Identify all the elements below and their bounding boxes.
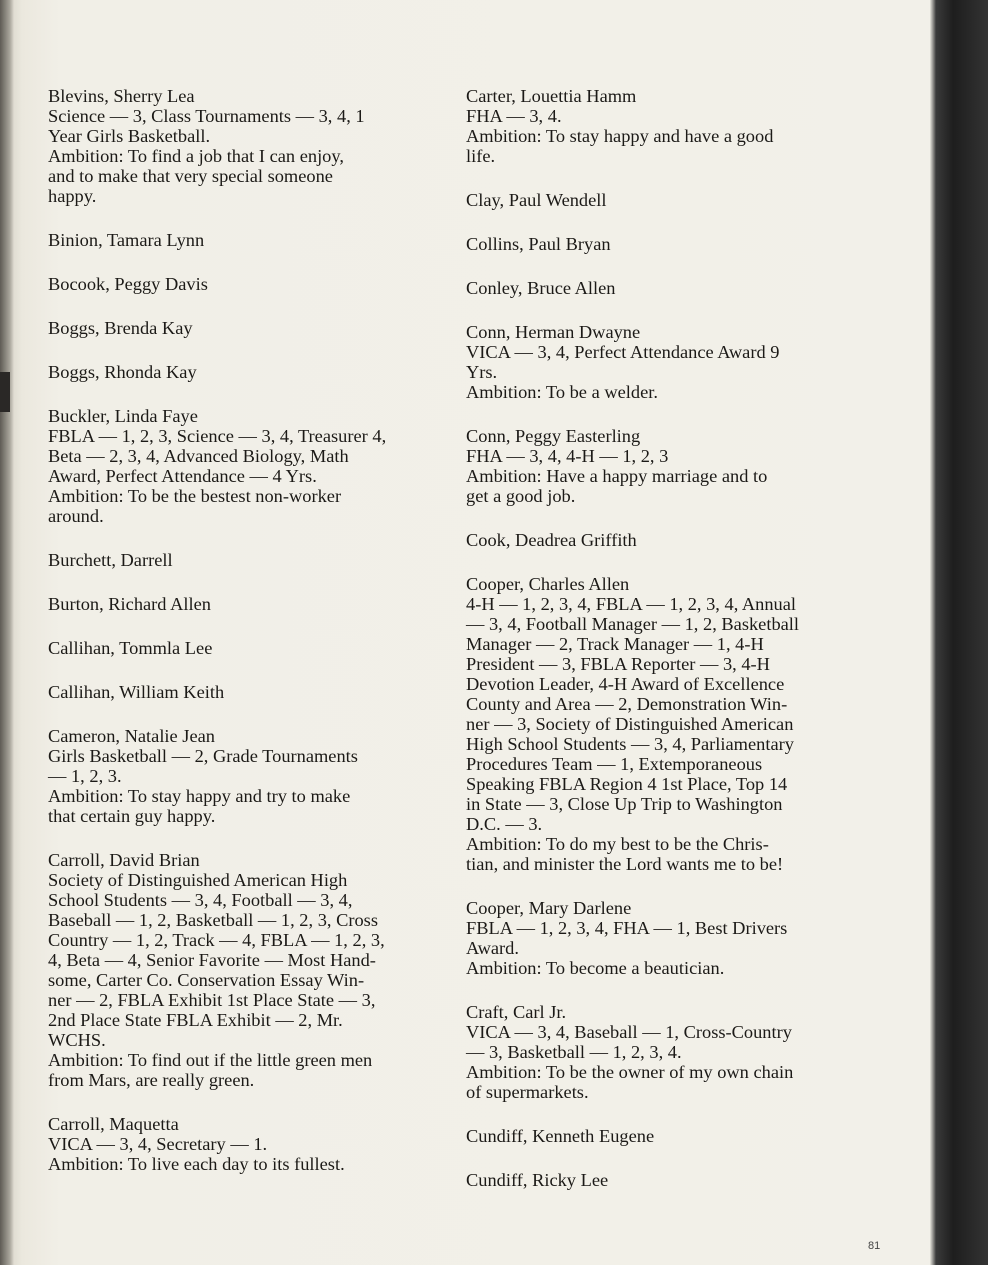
entry-line: Manager — 2, Track Manager — 1, 4-H — [466, 634, 764, 654]
entry-line: Ambition: To find a job that I can enjoy, — [48, 146, 344, 166]
right-column — [466, 86, 846, 1214]
senior-entry — [48, 550, 428, 570]
senior-name: Burchett, Darrell — [48, 550, 173, 570]
senior-entry — [466, 86, 846, 166]
entry-line: VICA — 3, 4, Secretary — 1. — [48, 1134, 268, 1154]
senior-entry — [466, 1170, 846, 1190]
entry-line: VICA — 3, 4, Baseball — 1, Cross-Country — [466, 1022, 792, 1042]
senior-name: Conley, Bruce Allen — [466, 278, 616, 298]
entry-line: Ambition: To find out if the little green men — [48, 1050, 373, 1070]
entry-line: 4, Beta — 4, Senior Favorite — Most Hand- — [48, 950, 376, 970]
senior-name: Boggs, Rhonda Kay — [48, 362, 197, 382]
entry-line: — 3, Basketball — 1, 2, 3, 4. — [466, 1042, 682, 1062]
senior-name: Collins, Paul Bryan — [466, 234, 611, 254]
senior-entry — [48, 594, 428, 614]
entry-line: Beta — 2, 3, 4, Advanced Biology, Math — [48, 446, 349, 466]
entry-line: 4-H — 1, 2, 3, 4, FBLA — 1, 2, 3, 4, Annual — [466, 594, 797, 614]
entry-line: Baseball — 1, 2, Basketball — 1, 2, 3, Cross — [48, 910, 378, 930]
entry-line: Year Girls Basketball. — [48, 126, 211, 146]
entry-line: High School Students — 3, 4, Parliamentary — [466, 734, 794, 754]
senior-name: Carter, Louettia Hamm — [466, 86, 637, 106]
entry-line: that certain guy happy. — [48, 806, 216, 826]
entry-line: Ambition: To stay happy and try to make — [48, 786, 351, 806]
entry-line: President — 3, FBLA Reporter — 3, 4-H — [466, 654, 770, 674]
senior-name: Blevins, Sherry Lea — [48, 86, 195, 106]
left-column — [48, 86, 428, 1198]
entry-line: FHA — 3, 4. — [466, 106, 562, 126]
senior-name: Conn, Peggy Easterling — [466, 426, 641, 446]
senior-name: Buckler, Linda Faye — [48, 406, 198, 426]
senior-name: Carroll, Maquetta — [48, 1114, 179, 1134]
entry-line: FHA — 3, 4, 4-H — 1, 2, 3 — [466, 446, 669, 466]
entry-line: School Students — 3, 4, Football — 3, 4, — [48, 890, 353, 910]
senior-entry — [48, 638, 428, 658]
entry-line: D.C. — 3. — [466, 814, 543, 834]
book-spine — [0, 0, 14, 1265]
senior-entry — [48, 406, 428, 526]
entry-line: tian, and minister the Lord wants me to be! — [466, 854, 784, 874]
spine-mark — [0, 372, 10, 412]
senior-name: Clay, Paul Wendell — [466, 190, 607, 210]
entry-line: and to make that very special someone — [48, 166, 333, 186]
senior-entry — [48, 682, 428, 702]
entry-line: Girls Basketball — 2, Grade Tournaments — [48, 746, 358, 766]
senior-name: Cameron, Natalie Jean — [48, 726, 215, 746]
page-edge-shadow — [930, 0, 988, 1265]
entry-line: Ambition: To become a beautician. — [466, 958, 725, 978]
entry-line: Society of Distinguished American High — [48, 870, 348, 890]
senior-name: Cook, Deadrea Griffith — [466, 530, 637, 550]
entry-line: Ambition: To be the bestest non-worker — [48, 486, 342, 506]
senior-entry — [466, 426, 846, 506]
entry-line: Award, Perfect Attendance — 4 Yrs. — [48, 466, 317, 486]
page-number: 81 — [868, 1240, 881, 1252]
senior-entry — [48, 230, 428, 250]
entry-line: Ambition: To be a welder. — [466, 382, 658, 402]
senior-entry — [466, 574, 846, 874]
entry-line: Yrs. — [466, 362, 498, 382]
entry-line: in State — 3, Close Up Trip to Washington — [466, 794, 783, 814]
entry-line: ner — 3, Society of Distinguished American — [466, 714, 794, 734]
entry-line: Science — 3, Class Tournaments — 3, 4, 1 — [48, 106, 365, 126]
entry-line: Ambition: To stay happy and have a good — [466, 126, 774, 146]
entry-line: Ambition: To be the owner of my own chain — [466, 1062, 794, 1082]
senior-name: Cundiff, Kenneth Eugene — [466, 1126, 655, 1146]
senior-entry — [48, 318, 428, 338]
senior-entry — [48, 362, 428, 382]
senior-name: Burton, Richard Allen — [48, 594, 211, 614]
senior-entry — [466, 1126, 846, 1146]
entry-line: FBLA — 1, 2, 3, 4, FHA — 1, Best Drivers — [466, 918, 788, 938]
entry-line: from Mars, are really green. — [48, 1070, 255, 1090]
senior-entry — [466, 322, 846, 402]
entry-line: Devotion Leader, 4-H Award of Excellence — [466, 674, 785, 694]
senior-name: Carroll, David Brian — [48, 850, 200, 870]
senior-name: Craft, Carl Jr. — [466, 1002, 567, 1022]
entry-line: happy. — [48, 186, 97, 206]
entry-line: ner — 2, FBLA Exhibit 1st Place State — 3, — [48, 990, 376, 1010]
senior-name: Callihan, William Keith — [48, 682, 225, 702]
entry-line: — 1, 2, 3. — [48, 766, 122, 786]
entry-line: VICA — 3, 4, Perfect Attendance Award 9 — [466, 342, 780, 362]
entry-line: — 3, 4, Football Manager — 1, 2, Basketball — [466, 614, 800, 634]
entry-line: of supermarkets. — [466, 1082, 589, 1102]
senior-name: Cooper, Mary Darlene — [466, 898, 632, 918]
senior-entry — [48, 1114, 428, 1174]
senior-entry — [48, 726, 428, 826]
senior-entry — [48, 274, 428, 294]
entry-line: some, Carter Co. Conservation Essay Win- — [48, 970, 365, 990]
senior-name: Cooper, Charles Allen — [466, 574, 630, 594]
entry-line: Speaking FBLA Region 4 1st Place, Top 14 — [466, 774, 788, 794]
senior-name: Conn, Herman Dwayne — [466, 322, 641, 342]
entry-line: FBLA — 1, 2, 3, Science — 3, 4, Treasurer 4, — [48, 426, 387, 446]
entry-line: 2nd Place State FBLA Exhibit — 2, Mr. — [48, 1010, 343, 1030]
entry-line: Ambition: To live each day to its fullest. — [48, 1154, 345, 1174]
entry-line: Procedures Team — 1, Extemporaneous — [466, 754, 763, 774]
entry-line: around. — [48, 506, 104, 526]
entry-line: Award. — [466, 938, 519, 958]
senior-entry — [466, 190, 846, 210]
senior-entry — [48, 850, 428, 1090]
entry-line: Country — 1, 2, Track — 4, FBLA — 1, 2, 3, — [48, 930, 385, 950]
senior-entry — [48, 86, 428, 206]
senior-entry — [466, 530, 846, 550]
senior-entry — [466, 234, 846, 254]
entry-line: life. — [466, 146, 496, 166]
senior-name: Bocook, Peggy Davis — [48, 274, 208, 294]
senior-name: Callihan, Tommla Lee — [48, 638, 213, 658]
entry-line: Ambition: Have a happy marriage and to — [466, 466, 768, 486]
entry-line: get a good job. — [466, 486, 576, 506]
entry-line: County and Area — 2, Demonstration Win- — [466, 694, 788, 714]
senior-name: Cundiff, Ricky Lee — [466, 1170, 609, 1190]
senior-entry — [466, 1002, 846, 1102]
senior-name: Boggs, Brenda Kay — [48, 318, 193, 338]
senior-entry — [466, 278, 846, 298]
entry-line: WCHS. — [48, 1030, 106, 1050]
senior-entry — [466, 898, 846, 978]
entry-line: Ambition: To do my best to be the Chris- — [466, 834, 769, 854]
senior-name: Binion, Tamara Lynn — [48, 230, 205, 250]
